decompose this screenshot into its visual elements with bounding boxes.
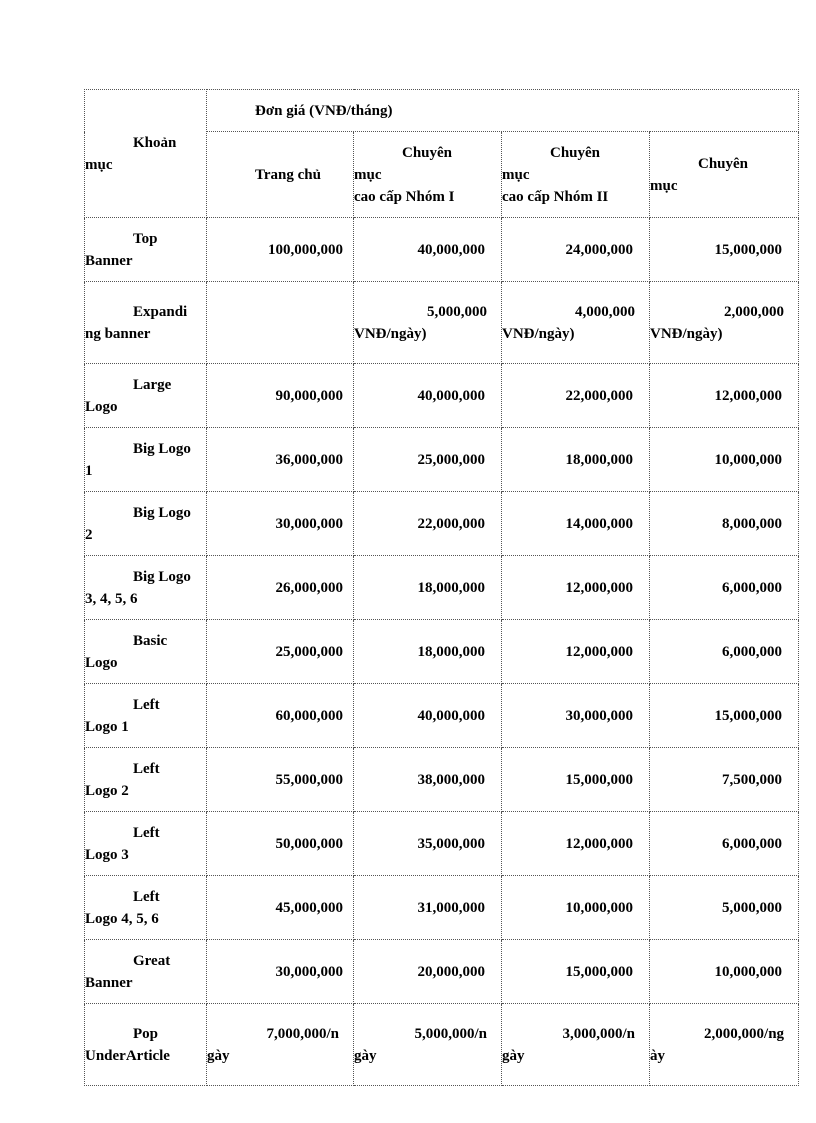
header-col-trang-chu-label: Trang chủ (255, 166, 321, 183)
price-cell: 25,000,000 (207, 620, 354, 684)
price-cell (354, 1004, 502, 1086)
price-cell (207, 282, 354, 364)
row-label (85, 620, 207, 684)
price-cell: 10,000,000 (502, 876, 650, 940)
row-label-line2: 3, 4, 5, 6 (85, 590, 138, 607)
header-col-nhom-2-line2: mục (502, 166, 530, 183)
row-label (85, 492, 207, 556)
table-row (85, 492, 799, 556)
price-cell: 40,000,000 (354, 364, 502, 428)
row-label-line1: Pop (133, 1025, 159, 1042)
price-cell-line1: 5,000,000 (427, 303, 487, 320)
price-cell: 15,000,000 (502, 748, 650, 812)
row-label-line1: Great (133, 952, 171, 969)
price-cell: 7,500,000 (650, 748, 799, 812)
row-label-line2: Banner (85, 974, 133, 991)
row-label-line2: Logo (85, 654, 118, 671)
row-label (85, 282, 207, 364)
price-cell: 55,000,000 (207, 748, 354, 812)
row-label-line1: Left (133, 760, 160, 777)
price-cell (502, 282, 650, 364)
table-row (85, 684, 799, 748)
price-cell (207, 1004, 354, 1086)
price-cell-line2: ày (650, 1047, 665, 1064)
price-cell: 12,000,000 (650, 364, 799, 428)
price-cell: 45,000,000 (207, 876, 354, 940)
header-col-chuyen-muc (650, 132, 799, 218)
price-cell: 90,000,000 (207, 364, 354, 428)
row-label (85, 218, 207, 282)
header-col-nhom-1 (354, 132, 502, 218)
row-label (85, 748, 207, 812)
row-label-line2: Logo (85, 398, 118, 415)
price-cell-line1: 2,000,000 (724, 303, 785, 320)
row-label-line1: Left (133, 696, 160, 713)
price-cell: 18,000,000 (502, 428, 650, 492)
header-col-nhom-2 (502, 132, 650, 218)
table-row (85, 620, 799, 684)
price-cell: 24,000,000 (502, 218, 650, 282)
price-cell: 20,000,000 (354, 940, 502, 1004)
price-cell-line1: 4,000,000 (575, 303, 635, 320)
price-cell-line2: VNĐ/ngày) (650, 325, 723, 342)
price-cell-line1: 2,000,000/ng (704, 1025, 785, 1042)
table-row (85, 812, 799, 876)
price-cell: 6,000,000 (650, 556, 799, 620)
price-cell-line2: gày (207, 1047, 230, 1064)
row-label (85, 684, 207, 748)
price-cell-line1: 5,000,000/n (414, 1025, 487, 1042)
price-cell-line2: VNĐ/ngày) (502, 325, 575, 342)
row-label (85, 940, 207, 1004)
price-cell: 30,000,000 (207, 940, 354, 1004)
price-cell: 6,000,000 (650, 620, 799, 684)
price-cell: 31,000,000 (354, 876, 502, 940)
price-cell: 25,000,000 (354, 428, 502, 492)
price-cell: 12,000,000 (502, 556, 650, 620)
row-label-line2: 2 (85, 526, 93, 543)
row-label-line1: Left (133, 888, 160, 905)
price-cell: 36,000,000 (207, 428, 354, 492)
header-khoan-muc-line1: Khoản (133, 134, 177, 151)
row-label (85, 876, 207, 940)
header-col-nhom-1-line1: Chuyên (402, 144, 453, 161)
row-label-line1: Big Logo (133, 568, 191, 585)
price-cell: 50,000,000 (207, 812, 354, 876)
price-cell: 10,000,000 (650, 940, 799, 1004)
row-label (85, 812, 207, 876)
price-cell: 12,000,000 (502, 812, 650, 876)
price-cell (650, 1004, 799, 1086)
table-row (85, 218, 799, 282)
row-label (85, 364, 207, 428)
row-label-line1: Big Logo (133, 440, 191, 457)
row-label-line2: Logo 4, 5, 6 (85, 910, 159, 927)
table-row (85, 748, 799, 812)
price-table (84, 89, 799, 1086)
table-row (85, 940, 799, 1004)
table-row (85, 876, 799, 940)
price-cell: 22,000,000 (354, 492, 502, 556)
row-label-line2: Banner (85, 252, 133, 269)
price-cell-line2: gày (354, 1047, 377, 1064)
price-cell: 15,000,000 (650, 684, 799, 748)
price-cell-line1: 7,000,000/n (266, 1025, 339, 1042)
price-cell: 100,000,000 (207, 218, 354, 282)
price-cell: 26,000,000 (207, 556, 354, 620)
price-cell: 5,000,000 (650, 876, 799, 940)
price-cell-line2: VNĐ/ngày) (354, 325, 427, 342)
header-col-nhom-1-line3: cao cấp Nhóm I (354, 188, 455, 205)
price-cell: 38,000,000 (354, 748, 502, 812)
header-col-trang-chu (207, 132, 354, 218)
table-row (85, 282, 799, 364)
price-cell (502, 1004, 650, 1086)
price-cell: 15,000,000 (650, 218, 799, 282)
row-label-line1: Big Logo (133, 504, 191, 521)
header-khoan-muc (85, 90, 207, 218)
header-khoan-muc-line2: mục (85, 156, 113, 173)
table-row (85, 556, 799, 620)
price-cell: 15,000,000 (502, 940, 650, 1004)
price-cell: 18,000,000 (354, 556, 502, 620)
row-label-line2: 1 (85, 462, 93, 479)
row-label (85, 428, 207, 492)
row-label-line2: ng banner (85, 325, 151, 342)
header-col-chuyen-muc-line2: mục (650, 177, 678, 194)
price-cell (354, 282, 502, 364)
row-label-line1: Basic (133, 632, 168, 649)
row-label-line2: Logo 1 (85, 718, 129, 735)
row-label-line2: UnderArticle (85, 1047, 170, 1064)
header-group-price: Đơn giá (VNĐ/tháng) (207, 90, 799, 132)
table-row (85, 364, 799, 428)
price-cell: 14,000,000 (502, 492, 650, 556)
price-cell: 6,000,000 (650, 812, 799, 876)
price-cell (650, 282, 799, 364)
header-col-nhom-2-line3: cao cấp Nhóm II (502, 188, 609, 205)
row-label (85, 556, 207, 620)
price-cell-line1: 3,000,000/n (562, 1025, 635, 1042)
price-cell: 12,000,000 (502, 620, 650, 684)
header-row-1 (85, 90, 799, 132)
row-label-line2: Logo 2 (85, 782, 129, 799)
price-cell: 40,000,000 (354, 218, 502, 282)
price-cell: 22,000,000 (502, 364, 650, 428)
table-row (85, 1004, 799, 1086)
table-row (85, 428, 799, 492)
row-label-line1: Top (133, 230, 158, 247)
price-cell: 8,000,000 (650, 492, 799, 556)
header-col-nhom-2-line1: Chuyên (550, 144, 601, 161)
row-label-line2: Logo 3 (85, 846, 129, 863)
price-cell: 40,000,000 (354, 684, 502, 748)
price-cell: 30,000,000 (207, 492, 354, 556)
row-label-line1: Left (133, 824, 160, 841)
header-col-nhom-1-line2: mục (354, 166, 382, 183)
price-cell: 60,000,000 (207, 684, 354, 748)
row-label-line1: Large (133, 376, 172, 393)
row-label-line1: Expandi (133, 303, 188, 320)
price-cell-line2: gày (502, 1047, 525, 1064)
price-cell: 35,000,000 (354, 812, 502, 876)
price-cell: 10,000,000 (650, 428, 799, 492)
price-cell: 30,000,000 (502, 684, 650, 748)
table-body (85, 218, 799, 1086)
price-cell: 18,000,000 (354, 620, 502, 684)
header-col-chuyen-muc-line1: Chuyên (698, 155, 749, 172)
row-label (85, 1004, 207, 1086)
